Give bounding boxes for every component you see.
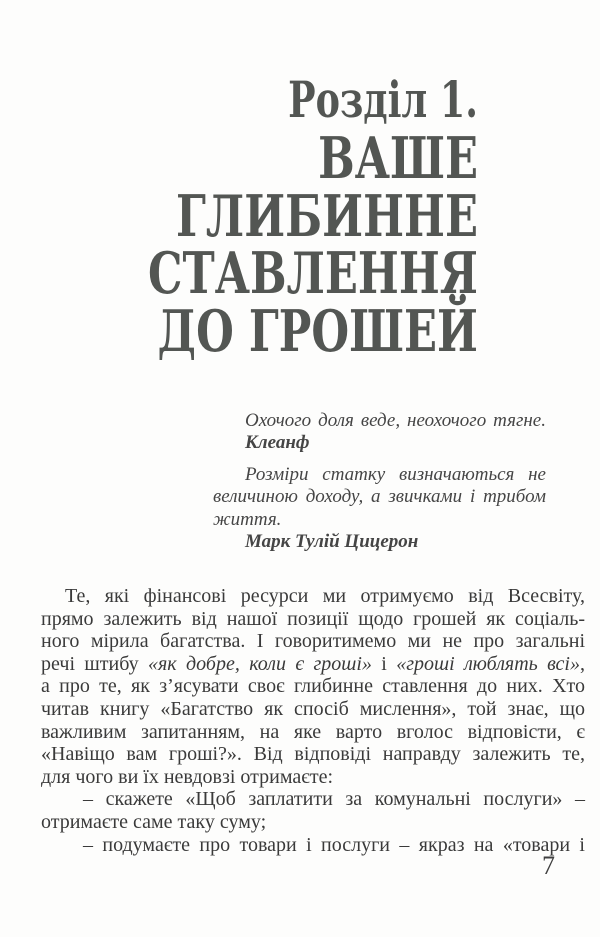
body-text xyxy=(41,585,585,856)
body-run-italic: «гроші люблять всі» xyxy=(396,652,580,675)
epigraph-quote-line: Охочого доля веде, неохочого тягне. xyxy=(245,410,546,431)
epigraph-quote-line: Розміри статку визначаються не xyxy=(245,463,546,485)
body-run: речі штибу xyxy=(41,652,148,675)
epigraph-quote-line: життя. xyxy=(213,508,282,530)
page-number: 7 xyxy=(542,851,555,880)
body-line: «Навіщо вам гроші?». Від відповіді направду залежить те, xyxy=(41,743,585,766)
body-line: – скажете «Щоб заплатити за комунальні послуги» – xyxy=(83,788,585,811)
body-line: важливим запитанням, на яке варто вголос відповісти, є xyxy=(41,720,585,743)
body-line: отримаєте саме таку суму; xyxy=(41,810,267,833)
epigraph xyxy=(213,410,546,455)
body-line: прямо залежить від нашої позиції щодо грошей як соціаль- xyxy=(41,607,585,630)
chapter-title-line: СТАВЛЕННЯ xyxy=(147,240,478,307)
chapter-title-block xyxy=(0,70,479,365)
chapter-title-line: ВАШЕ xyxy=(318,125,478,192)
body-run-italic: «як добре, коли є гроші» xyxy=(148,652,372,675)
body-run: , xyxy=(580,652,585,675)
chapter-title-line: ГЛИБИННЕ xyxy=(176,182,479,250)
epigraph xyxy=(213,464,546,554)
body-line: ного мірила багатства. І говоритимемо ми не про загальні xyxy=(41,630,585,653)
chapter-label: Розділ 1. xyxy=(288,70,478,129)
body-line: читав книгу «Багатство як спосіб мислення», той знає, що xyxy=(41,697,585,720)
body-line: Те, які фінансові ресурси ми отримуємо від Всесвіту, xyxy=(65,585,585,607)
epigraphs-section xyxy=(213,410,546,562)
body-line: – подумаєте про товари і послуги – якраз на «товари і xyxy=(83,833,585,856)
epigraph-author: Клеанф xyxy=(245,432,310,454)
body-line: а про те, як з’ясувати своє глибинне ставлення до них. Хто xyxy=(41,675,585,698)
body-line: для чого ви їх невдовзі отримаєте: xyxy=(41,765,334,788)
epigraph-author: Марк Тулій Цицерон xyxy=(245,531,419,553)
epigraph-quote-line: величиною доходу, а звичками і трибом xyxy=(213,486,546,508)
body-run: і xyxy=(371,652,397,675)
body-line xyxy=(41,653,585,676)
chapter-title-line: ДО ГРОШЕЙ xyxy=(157,297,478,365)
